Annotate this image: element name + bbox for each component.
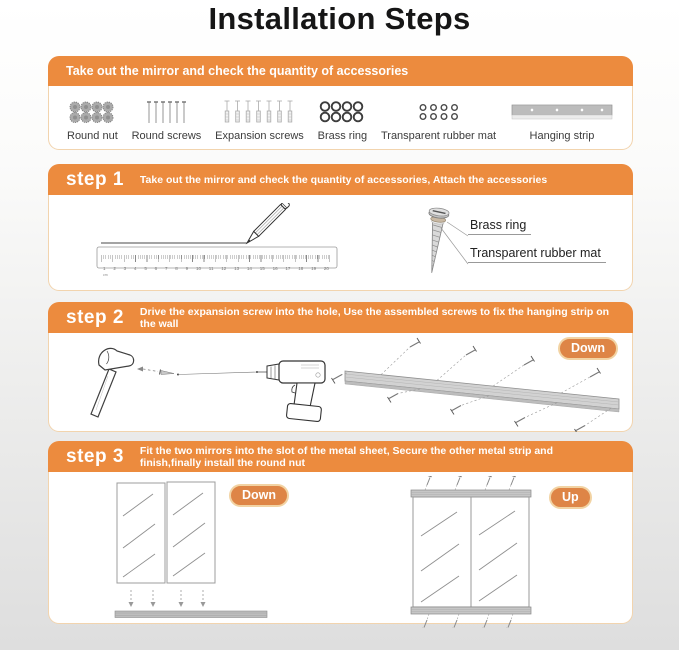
step-1-header bbox=[48, 164, 633, 195]
accessory-round-screws bbox=[132, 95, 202, 142]
step-3-text: Fit the two mirrors into the slot of the metal sheet, Secure the other metal strip and finish,finally install the round nut bbox=[139, 444, 553, 469]
accessory-round-nut bbox=[67, 95, 118, 142]
step-2-card bbox=[48, 302, 633, 432]
brass-ring-callout: Brass ring bbox=[468, 218, 531, 235]
accessory-label: Hanging strip bbox=[529, 130, 595, 142]
step-3-right-direction-badge: Up bbox=[549, 486, 592, 509]
ruler-major-ticks bbox=[101, 255, 331, 262]
step-3-left-direction-badge: Down bbox=[229, 484, 289, 507]
hanging-strip-icon bbox=[510, 95, 614, 129]
expansion-screws-icon bbox=[222, 95, 296, 129]
accessory-label: Transparent rubber mat bbox=[380, 130, 497, 142]
accessories-card-body bbox=[48, 86, 633, 150]
page-title: Installation Steps bbox=[208, 1, 471, 36]
brass-ring-icon bbox=[318, 95, 366, 129]
step-2-text: Drive the expansion screw into the hole, Use the assembled screws to fix the hanging strip on the wall bbox=[139, 305, 610, 330]
round-nut-icon bbox=[68, 95, 116, 129]
mirrors-secure-up-illustration bbox=[405, 476, 540, 628]
step-2-badge: step 2 bbox=[66, 306, 124, 328]
step-1-badge: step 1 bbox=[66, 168, 124, 190]
accessories-row bbox=[49, 86, 632, 142]
accessory-label: Round screws bbox=[131, 130, 202, 142]
accessory-expansion-screws bbox=[215, 95, 304, 142]
accessory-rubber-mat bbox=[381, 95, 496, 142]
step-3-body bbox=[48, 472, 633, 624]
step-3-header bbox=[48, 441, 633, 472]
accessory-hanging-strip bbox=[510, 95, 614, 142]
step-2-header bbox=[48, 302, 633, 333]
screw-assembly-illustration bbox=[407, 203, 607, 283]
accessory-label: Round nut bbox=[67, 130, 118, 142]
accessories-card-header bbox=[48, 56, 633, 86]
hammer-drill-illustration bbox=[61, 335, 331, 431]
accessory-brass-ring bbox=[318, 95, 368, 142]
ruler-numbers: 1 2 3 4 5 6 7 8 9 10 11 12 13 14 15 16 17 18 19 20 bbox=[103, 266, 329, 271]
accessories-card bbox=[48, 56, 633, 150]
step-3-card bbox=[48, 441, 633, 624]
accessories-header-text: Take out the mirror and check the quantity of accessories bbox=[66, 64, 409, 78]
step-3-badge: step 3 bbox=[66, 445, 124, 467]
rubber-mat-callout: Transparent rubber mat bbox=[468, 246, 606, 263]
step-1-text: Take out the mirror and check the quantity of accessories, Attach the accessories bbox=[139, 173, 548, 186]
ruler-pencil-illustration bbox=[89, 203, 349, 283]
rubber-mat-icon bbox=[417, 95, 461, 129]
step-2-direction-badge: Down bbox=[558, 337, 618, 360]
step-2-body bbox=[48, 333, 633, 432]
mirrors-slide-down-illustration bbox=[107, 478, 322, 628]
step-1-body bbox=[48, 195, 633, 291]
round-screws-icon bbox=[145, 95, 187, 129]
ruler-unit-label: cm bbox=[103, 273, 108, 277]
accessory-label: Expansion screws bbox=[215, 130, 304, 142]
accessory-label: Brass ring bbox=[317, 130, 368, 142]
step-1-card bbox=[48, 164, 633, 291]
